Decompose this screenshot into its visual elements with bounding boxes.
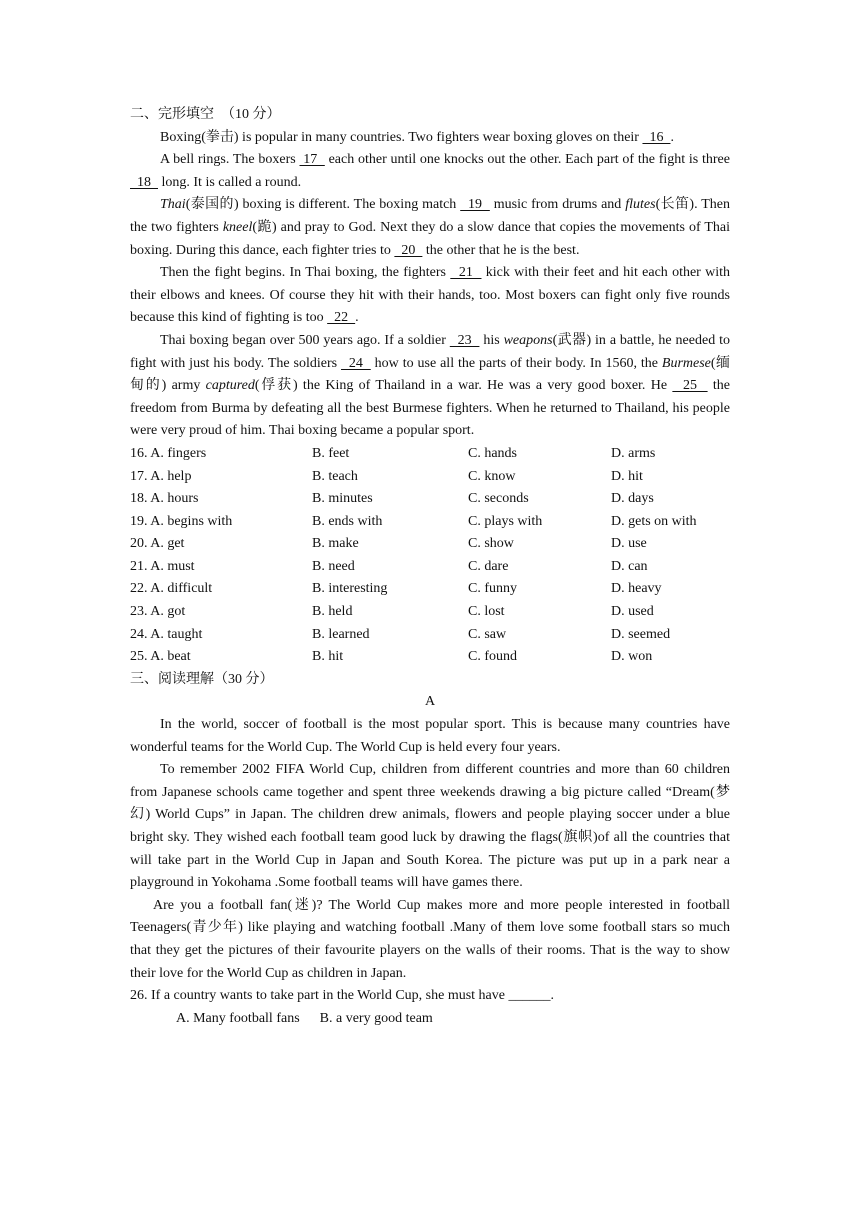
options-row-24: 24. A. taught B. learned C. saw D. seemed [130, 626, 671, 642]
cloze-paragraph-5: Thai boxing began over 500 years ago. If a soldier 23 his weapons(武器) in a battle, he needed to fight with just his body. The soldiers 24 how to use all the parts of their body. In 1560, the Burmese(缅甸的) army captured(俘获) the King of Thailand in a war. He was a very good boxer. He 25 the freedom from Burma by defeating all the best Burmese fighters. When he returned to Thailand, his people were very proud of him. Thai boxing became a popular sport. [130, 332, 731, 439]
blank-19: 19 [460, 197, 490, 213]
blank-25: 25 [672, 378, 708, 394]
section-2-title: 二、完形填空 （10 分） [130, 107, 281, 122]
q26-option-a: A. Many football fans [176, 1010, 300, 1026]
blank-21: 21 [450, 265, 482, 281]
cloze-paragraph-1: Boxing(拳击) is popular in many countries. Two fighters wear boxing gloves on their 16 . [160, 129, 674, 145]
q26-option-b: B. a very good team [319, 1010, 433, 1026]
blank-22: 22 [327, 310, 356, 326]
blank-16: 16 [642, 129, 671, 145]
options-row-16: 16. A. fingers B. feet C. hands D. arms [130, 445, 656, 461]
reading-paragraph-2: To remember 2002 FIFA World Cup, children from different countries and more than 60 children from Japanese schools came together and spent three weekends drawing a big picture called “Dream(梦幻) World Cups” in Japan. The children drew animals, flowers and people playing soccer under a blue bright sky. They wished each football team good luck by drawing the flags(旗帜)of all the countries that will take part in the World Cup in Japan and South Korea. The picture was put up in a park near a playground in Yokohama .Some football teams will have games there. [130, 762, 730, 891]
blank-24: 24 [341, 355, 371, 371]
exam-page [130, 104, 730, 1030]
cloze-paragraph-4: Then the fight begins. In Thai boxing, the fighters 21 kick with their feet and hit each other with their elbows and knees. Of course they hit with their hands, too. Most boxers can fight only five rounds because this kind of fighting is too 22 . [130, 265, 731, 326]
options-row-18: 18. A. hours B. minutes C. seconds D. days [130, 491, 654, 507]
question-26: 26. If a country wants to take part in the World Cup, she must have ______. [130, 988, 554, 1004]
cloze-paragraph-3: Thai(泰国的) boxing is different. The boxing match 19 music from drums and flutes(长笛). Then the two fighters kneel(跪) and pray to God. Next they do a slow dance that copies the movements of Thai boxing. During this dance, each fighter tries to 20 the other that he is the best. [130, 197, 731, 258]
reading-paragraph-3: Are you a football fan(迷)? The World Cup makes more and more people interested in football Teenagers(青少年) like playing and watching football .Many of them love some football stars so much that they get the pictures of their favourite players on the walls of their rooms. That is the way to show their love for the World Cup as children in Japan. [130, 897, 730, 981]
blank-17: 17 [299, 152, 325, 168]
cloze-paragraph-2: A bell rings. The boxers 17 each other until one knocks out the other. Each part of the fight is three 18 long. It is called a round. [130, 152, 730, 190]
options-row-17: 17. A. help B. teach C. know D. hit [130, 468, 643, 484]
options-row-20: 20. A. get B. make C. show D. use [130, 536, 647, 552]
options-row-25: 25. A. beat B. hit C. found D. won [130, 649, 653, 665]
question-26-options [130, 1008, 730, 1031]
options-row-23: 23. A. got B. held C. lost D. used [130, 604, 654, 620]
reading-paragraph-1: In the world, soccer of football is the most popular sport. This is because many countries have wonderful teams for the World Cup. The World Cup is held every four years. [130, 717, 730, 755]
options-row-21: 21. A. must B. need C. dare D. can [130, 558, 648, 574]
options-row-19: 19. A. begins with B. ends with C. plays with D. gets on with [130, 513, 697, 529]
cloze-options-table [130, 443, 730, 669]
section-3-title: 三、阅读理解（30 分） [130, 671, 274, 687]
blank-23: 23 [449, 332, 480, 348]
options-row-22: 22. A. difficult B. interesting C. funny D. heavy [130, 581, 662, 597]
passage-a-label: A [424, 694, 436, 710]
blank-18: 18 [130, 174, 158, 190]
blank-20: 20 [394, 242, 423, 258]
